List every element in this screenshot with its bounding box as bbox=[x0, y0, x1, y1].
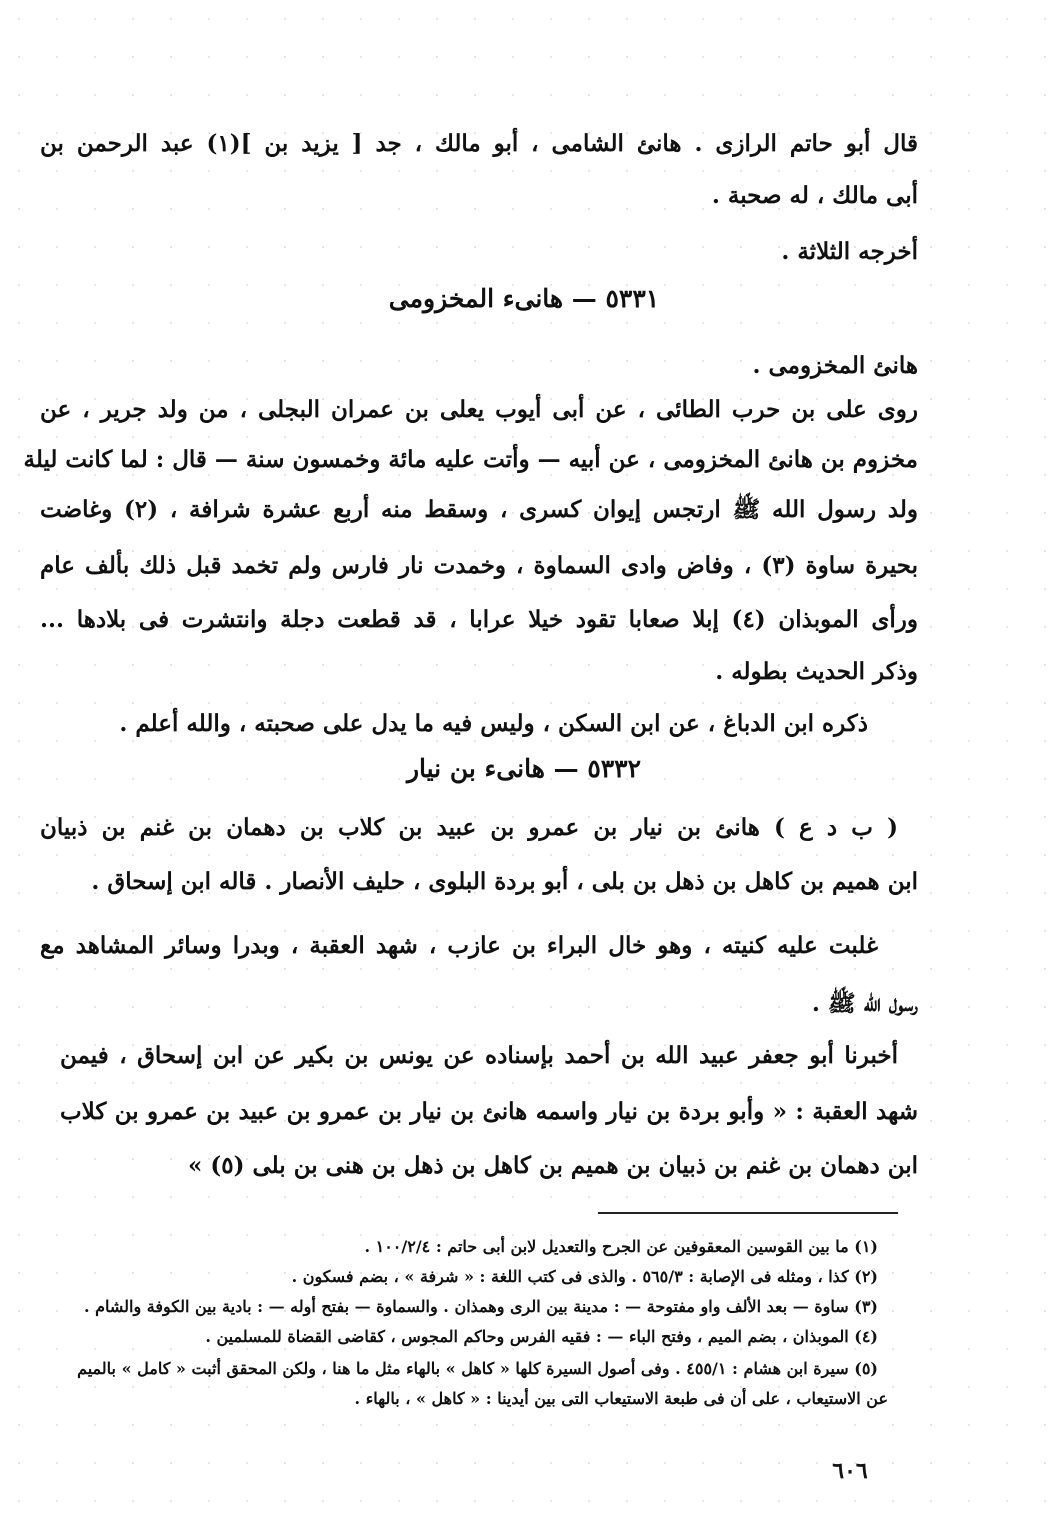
text-line: غلبت عليه كنيته ، وهو خال البراء بن عازب ، شهد العقبة ، وبدرا وسائر المشاهد مع bbox=[40, 932, 878, 959]
footnote: (٣) ساوة — بعد الألف واو مفتوحة — : مدينة بين الرى وهمذان . والسماوة — بفتح أوله — : بادية بين الكوفة والشام . bbox=[83, 1297, 878, 1316]
footnote: عن الاستيعاب ، على أن فى طبعة الاستيعاب التى بين أيدينا : « كاهل » ، بالهاء . bbox=[354, 1389, 888, 1408]
text-line: ذكره ابن الدباغ ، عن ابن السكن ، وليس فيه ما يدل على صحبته ، والله أعلم . bbox=[119, 710, 868, 737]
text-line: ابن هميم بن كاهل بن ذهل بن بلى ، أبو بردة البلوى ، حليف الأنصار . قاله ابن إسحاق . bbox=[91, 868, 918, 895]
entry-name-line: هانئ المخزومى . bbox=[752, 352, 918, 379]
text-line: ولد رسول الله ﷺ ارتجس إيوان كسرى ، وسقط منه أربع عشرة شرافة ، (٢) وغاضت bbox=[40, 496, 918, 523]
footnote: (١) ما بين القوسين المعقوفين عن الجرح والتعديل لابن أبى حاتم : ١٠٠/٢/٤ . bbox=[364, 1237, 878, 1256]
text-line: روى على بن حرب الطائى ، عن أبى أيوب يعلى بن عمران البجلى ، من ولد جرير ، عن bbox=[40, 396, 918, 423]
page-number: ٦٠٦ bbox=[832, 1458, 868, 1484]
text-line: ورأى الموبذان (٤) إبلا صعابا تقود خيلا عرابا ، قد قطعت دجلة وانتشرت فى بلادها ... bbox=[40, 606, 918, 633]
text-line: مخزوم بن هانئ المخزومى ، عن أبيه — وأتت عليه مائة وخمسون سنة — قال : لما كانت ليلة bbox=[23, 446, 918, 473]
footnote: (٤) الموبذان ، بضم الميم ، وفتح الباء — : فقيه الفرس وحاكم المجوس ، كقاضى القضاة للمسلمين . bbox=[205, 1327, 878, 1346]
text-line: رسول الله ﷺ . bbox=[811, 990, 918, 1017]
entry-heading-5331: ٥٣٣١ — هانىء المخزومى bbox=[388, 284, 660, 313]
text-line: أخرجه الثلاثة . bbox=[781, 238, 918, 265]
text-line: أبى مالك ، له صحبة . bbox=[711, 182, 918, 209]
text-line: أخبرنا أبو جعفر عبيد الله بن أحمد بإسناده عن يونس بن بكير عن ابن إسحاق ، فيمن bbox=[60, 1042, 898, 1069]
text-line: ابن دهمان بن غنم بن ذبيان بن هميم بن كاهل بن ذهل بن هنى بن بلى (٥) » bbox=[187, 1152, 918, 1179]
footnote-divider bbox=[598, 1212, 898, 1214]
text-line: قال أبو حاتم الرازى . هانئ الشامى ، أبو مالك ، جد [ يزيد بن ](١) عبد الرحمن بن bbox=[40, 130, 918, 157]
text-line: وذكر الحديث بطوله . bbox=[715, 658, 918, 685]
text-line: ( ب د ع ) هانئ بن نيار بن عمرو بن عبيد بن كلاب بن دهمان بن غنم بن ذبيان bbox=[40, 814, 898, 841]
text-line: بحيرة ساوة (٣) ، وفاض وادى السماوة ، وخمدت نار فارس ولم تخمد قبل ذلك بألف عام bbox=[40, 552, 919, 579]
entry-heading-5332: ٥٣٣٢ — هانىء بن نيار bbox=[406, 754, 642, 783]
footnote: (٥) سيرة ابن هشام : ٤٥٥/١ . وفى أصول السيرة كلها « كاهل » بالهاء مثل ما هنا ، ولكن المحقق أثبت « كامل » بالميم bbox=[77, 1359, 878, 1378]
footnote: (٢) كذا ، ومثله فى الإصابة : ٥٦٥/٣ . والذى فى كتب اللغة : « شرفة » ، بضم فسكون . bbox=[291, 1267, 878, 1286]
text-line: شهد العقبة : « وأبو بردة بن نيار واسمه هانئ بن نيار بن عمرو بن عبيد بن عمرو بن كلاب bbox=[60, 1098, 918, 1125]
